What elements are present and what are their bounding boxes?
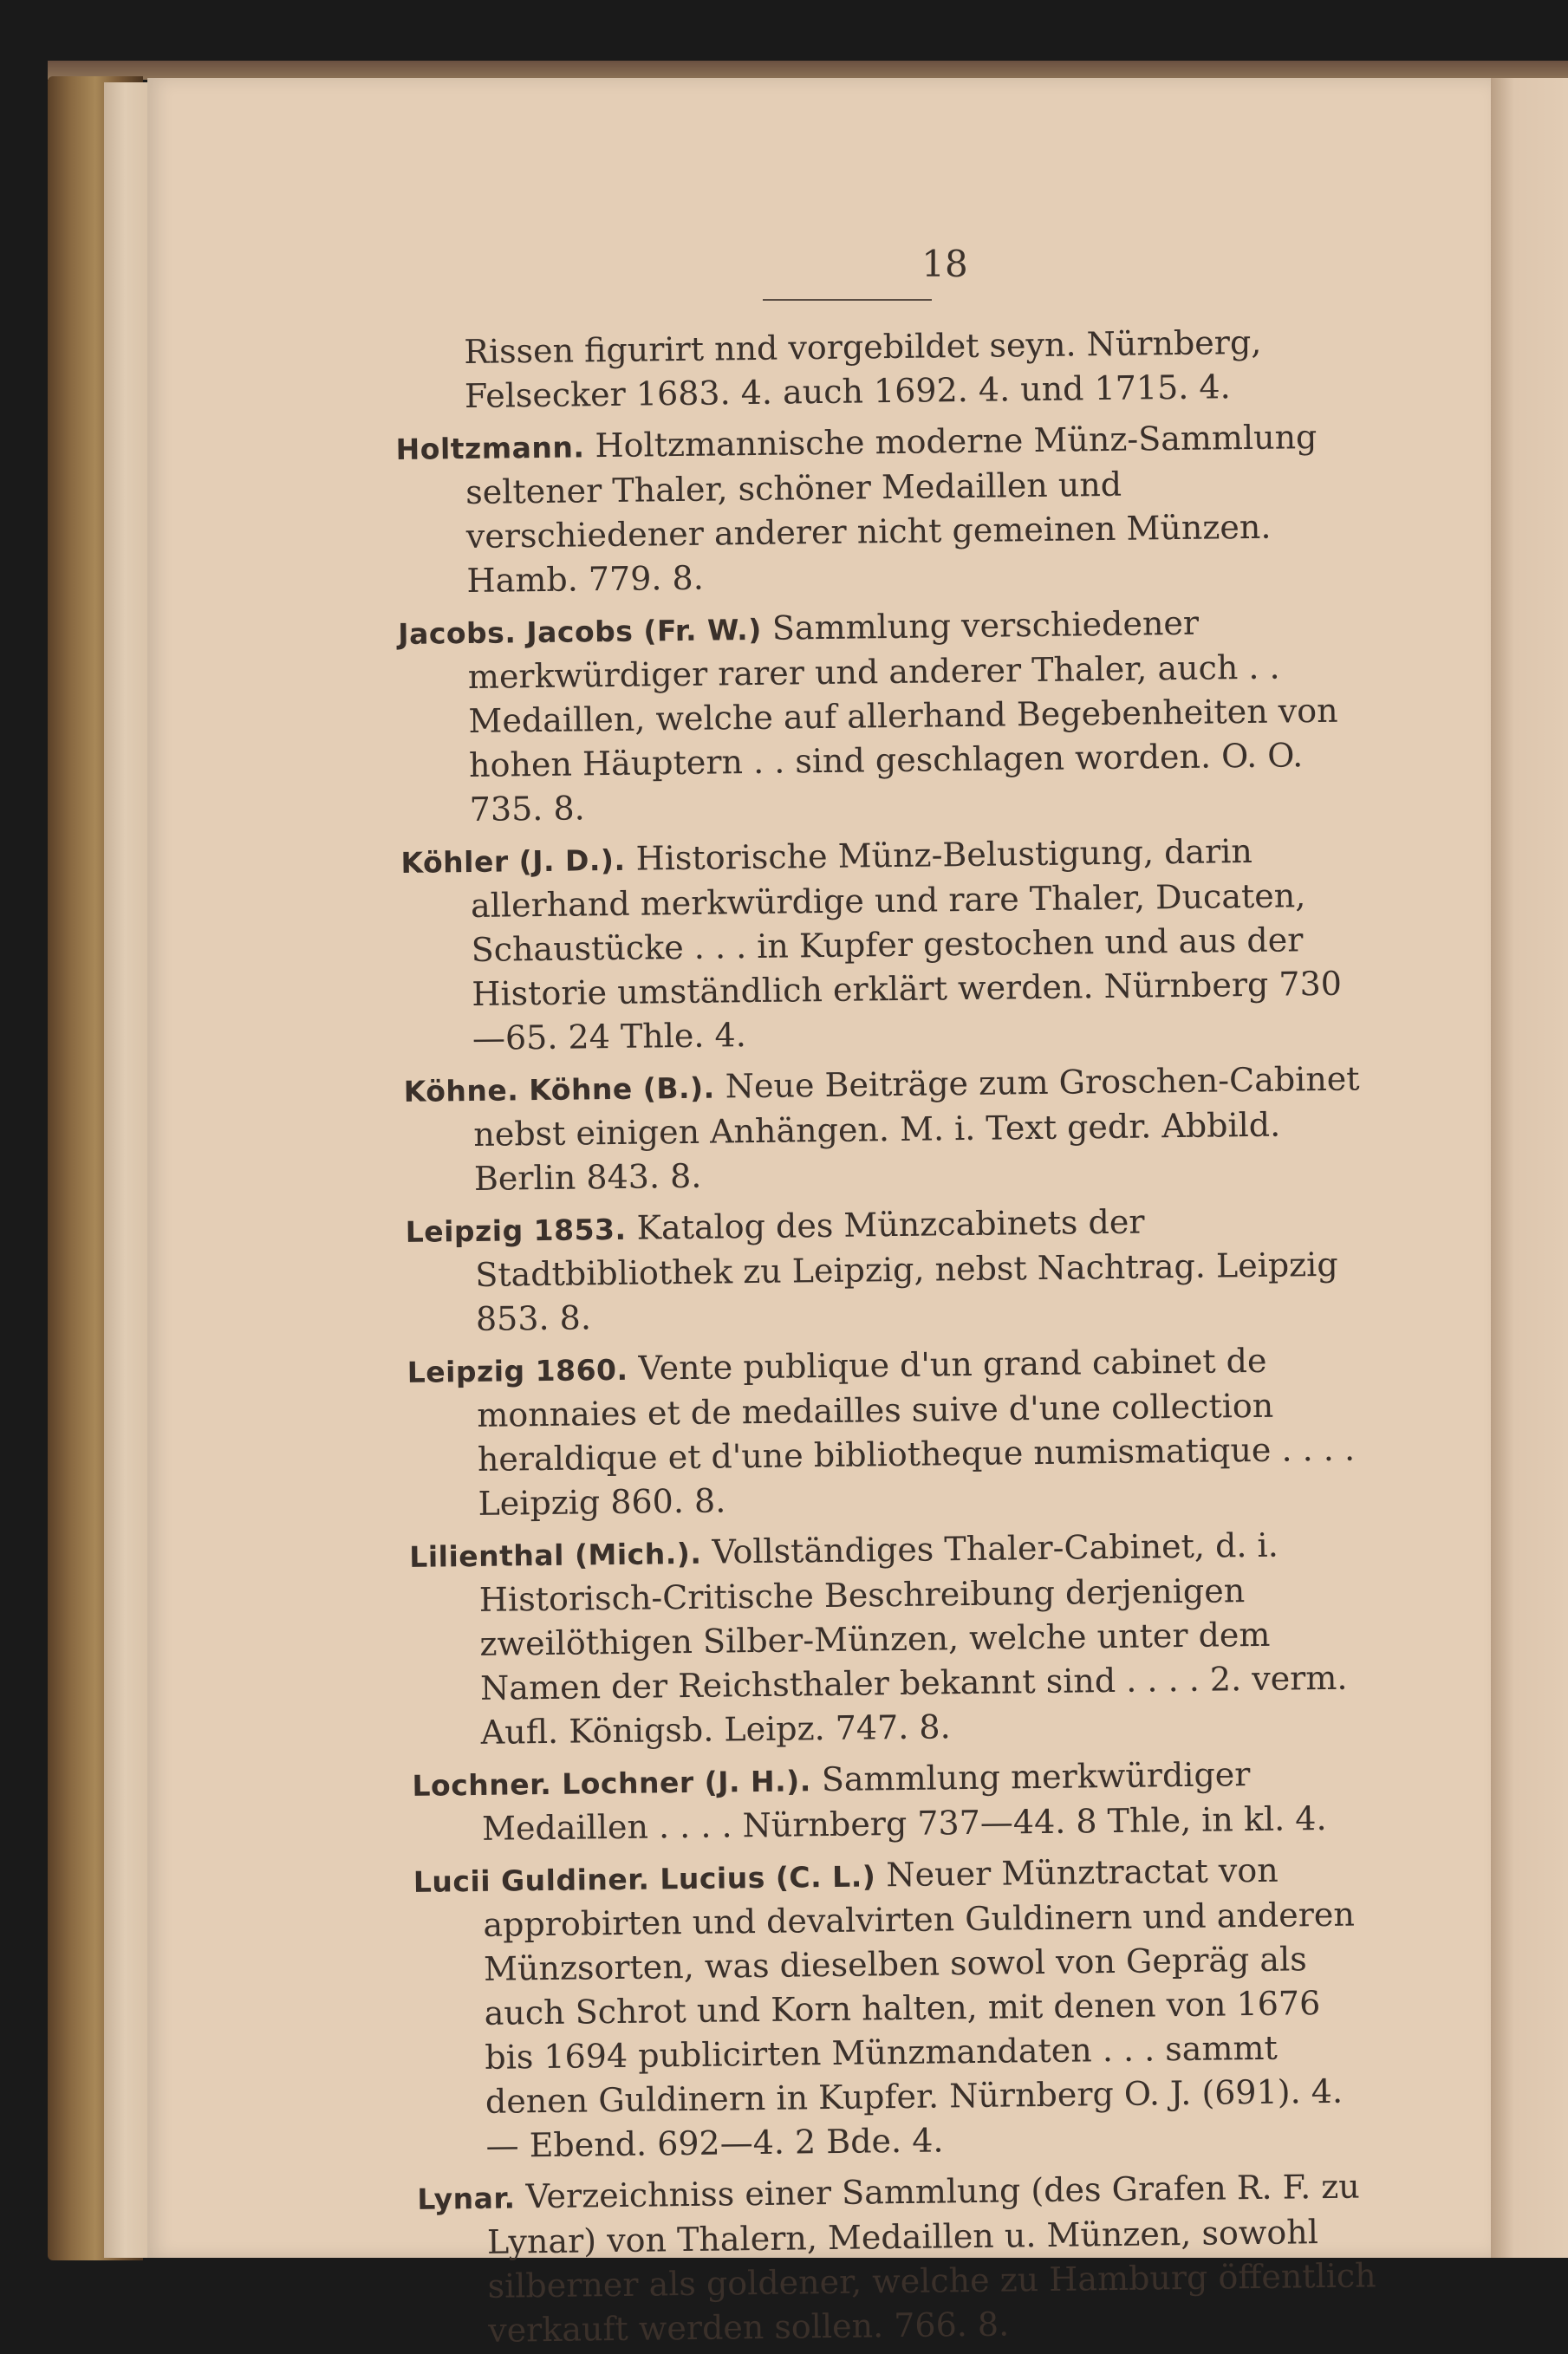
entry-text: Holtzmannische moderne Münz-Sammlung seltener Thaler, schöner Medaillen und verschiedener anderer nicht gemeinen Münzen. Hamb. 779. 8. [465, 418, 1318, 600]
entry-key: Jacobs. Jacobs (Fr. W.) [398, 612, 763, 651]
entry-text: Sammlung merkwürdiger Medaillen . . . . Nürnberg 737—44. 8 Thle, in kl. 4. [481, 1755, 1327, 1848]
catalog-entry [412, 1751, 1375, 1852]
entry-key: Köhler (J. D.). [400, 842, 626, 880]
entry-key: Lucii Guldiner. Lucius (C. L.) [413, 1859, 876, 1899]
catalog-entry [413, 1847, 1379, 2169]
entry-text: Vollständiges Thaler-Cabinet, d. i. Historisch-Critische Beschreibung derjenigen zweilöthigen Silber-Münzen, welche unter dem Namen der Reichsthaler bekannt sind . . . . 2. verm. Aufl. Königsb. Leipz. 747. 8. [478, 1525, 1348, 1752]
book-top-edge [48, 61, 1568, 80]
entry-key: Leipzig 1853. [405, 1212, 627, 1249]
entry-key: Lynar. [417, 2181, 516, 2216]
entry-key: Holtzmann. [395, 430, 585, 466]
lead-paragraph: Rissen figurirt nnd vorgebildet seyn. Nürnberg, Felsecker 1683. 4. auch 1692. 4. und 1715. 4. [464, 322, 1262, 416]
entry-text: Neue Beiträge zum Groschen-Cabinet nebst einigen Anhängen. M. i. Text gedr. Abbild. Berlin 843. 8. [473, 1059, 1360, 1198]
catalog-entry [398, 599, 1363, 833]
entry-key: Köhne. Köhne (B.). [403, 1070, 715, 1109]
page-content [394, 319, 1381, 2353]
catalog-entry [409, 1522, 1374, 1756]
catalog-entry [400, 828, 1365, 1062]
catalog-entry [395, 414, 1359, 604]
page-number: 18 [921, 243, 968, 285]
header-rule [763, 299, 932, 301]
entry-key: Lochner. Lochner (J. H.). [412, 1764, 811, 1803]
entry-key: Lilienthal (Mich.). [409, 1536, 702, 1574]
catalog-entry [405, 1197, 1369, 1343]
entry-text: Katalog des Münzcabinets der Stadtbibliothek zu Leipzig, nebst Nachtrag. Leipzig 853. 8. [475, 1202, 1338, 1338]
entry-key: Leipzig 1860. [407, 1352, 628, 1389]
catalog-entry [403, 1057, 1367, 1202]
entry-text: Sammlung verschiedener merkwürdiger rarer und anderer Thaler, auch . . Medaillen, welche auf allerhand Begebenheiten von hohen Häuptern . . sind geschlagen worden. O. O. 735. 8. [467, 603, 1338, 829]
facing-page-edge [1491, 78, 1568, 2258]
entry-text: Vente publique d'un grand cabinet de monnaies et de medailles suive d'une collection heraldique et d'une bibliotheque numismatique . . . . Leipzig 860. 8. [477, 1341, 1356, 1523]
entry-text: Neuer Münztractat von approbirten und devalvirten Guldinern und anderen Münzsorten, was dieselben sowol von Gepräg als auch Schrot und Korn halten, mit denen von 1676 bis 1694 publicirten Münzmandaten . . . sammt denen Guldinern in Kupfer. Nürnberg O. J. (691). 4. — Ebend. 692—4. 2 Bde. 4. [483, 1850, 1356, 2165]
catalog-entry [417, 2164, 1381, 2354]
catalog-entry [407, 1337, 1370, 1527]
entry-text: Historische Münz-Belustigung, darin allerhand merkwürdige und rare Thaler, Ducaten, Schaustücke . . . in Kupfer gestochen und aus der Historie umständlich erklärt werden. Nürnberg 730—65. 24 Thle. 4. [470, 831, 1343, 1057]
entry-text: Verzeichniss einer Sammlung (des Grafen R. F. zu Lynar) von Thalern, Medaillen u. Münzen, sowohl silberner als goldener, welche zu Hamburg öffentlich verkauft werden sollen. 766. 8. [486, 2167, 1376, 2350]
